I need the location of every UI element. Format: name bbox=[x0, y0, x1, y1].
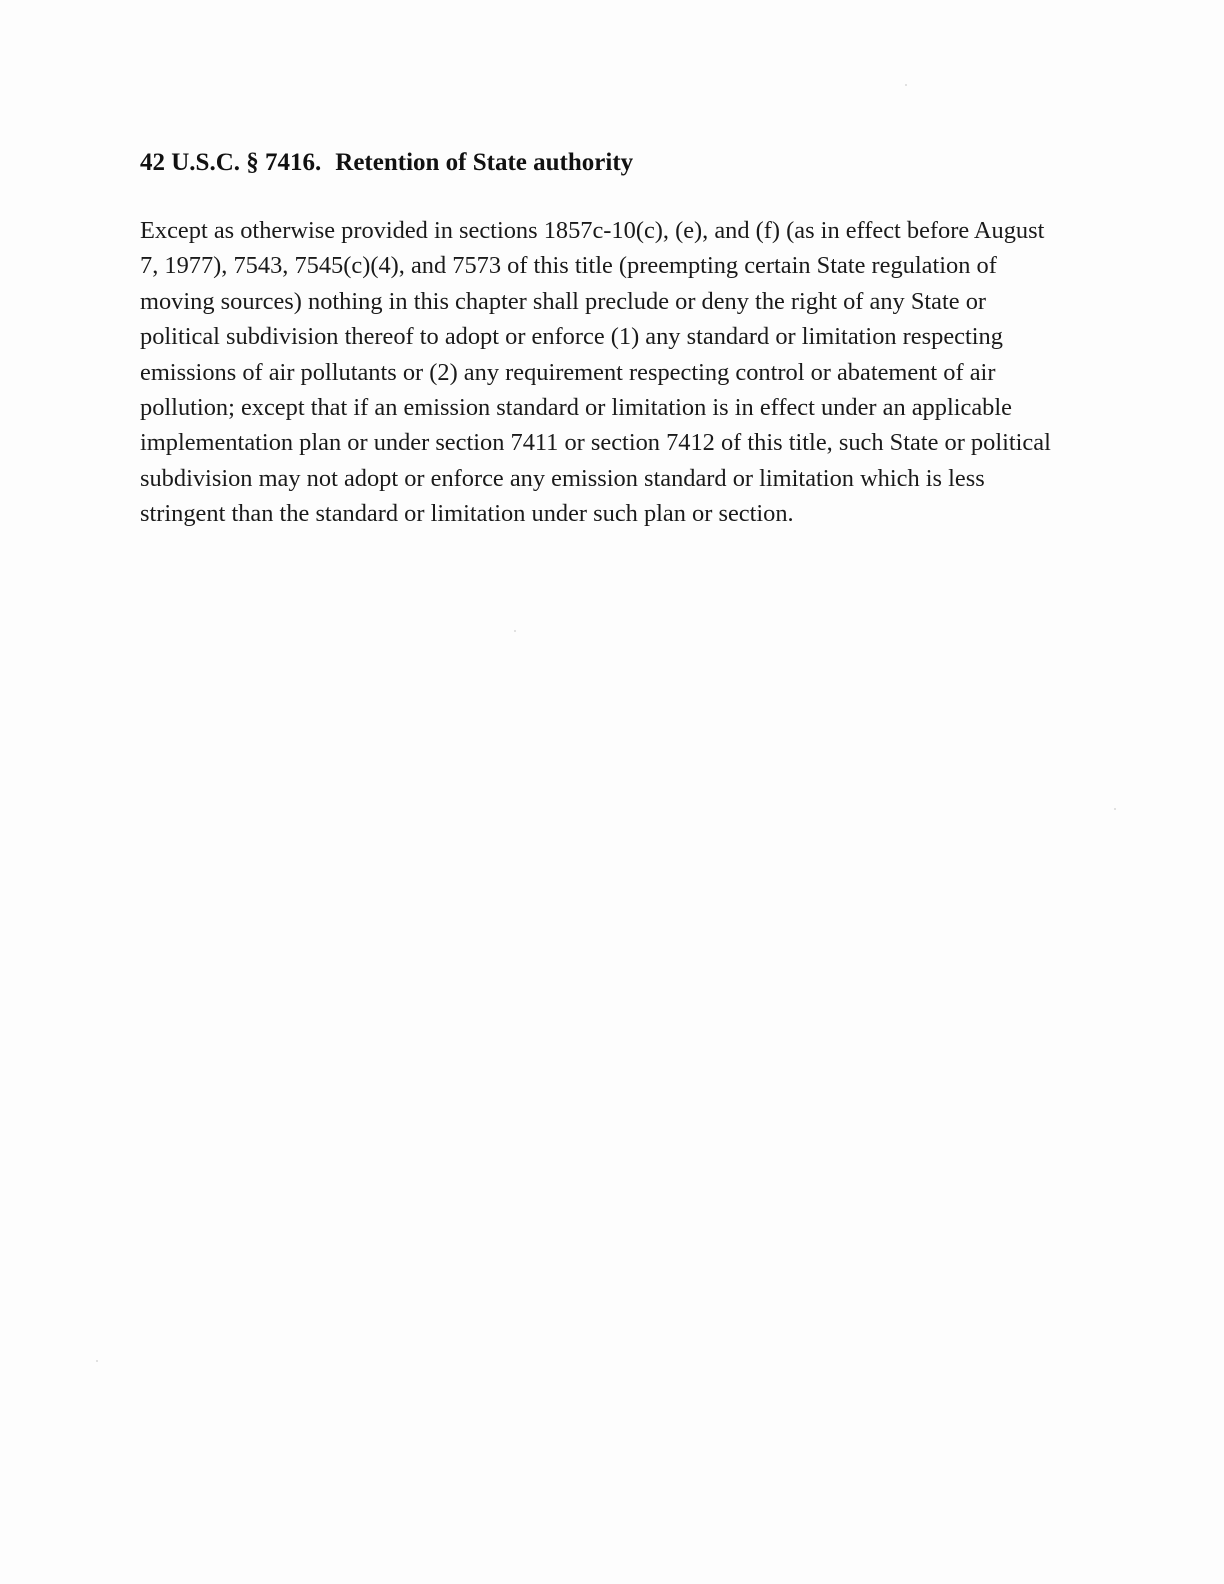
section-citation: 42 U.S.C. § 7416. bbox=[140, 149, 322, 176]
scan-speck bbox=[1114, 808, 1116, 810]
scan-speck bbox=[905, 84, 907, 86]
scan-speck bbox=[96, 1360, 98, 1362]
scan-speck bbox=[514, 630, 516, 632]
section-title: Retention of State authority bbox=[335, 149, 634, 176]
section-heading bbox=[140, 146, 1080, 180]
section-body-text: Except as otherwise provided in sections 1857c-10(c), (e), and (f) (as in effect before August 7, 1977), 7543, 7545(c)(4), and 7573 of this title (preempting certain State regulation of moving sources) nothing in this chapter shall preclude or deny the right of any State or political subdivision thereof to adopt or enforce (1) any standard or limitation respecting emissions of air pollutants or (2) any requirement respecting control or abatement of air pollution; except that if an emission standard or limitation is in effect under an applicable implementation plan or under section 7411 or section 7412 of this title, such State or political subdivision may not adopt or enforce any emission standard or limitation which is less stringent than the standard or limitation under such plan or section. bbox=[140, 217, 1051, 528]
